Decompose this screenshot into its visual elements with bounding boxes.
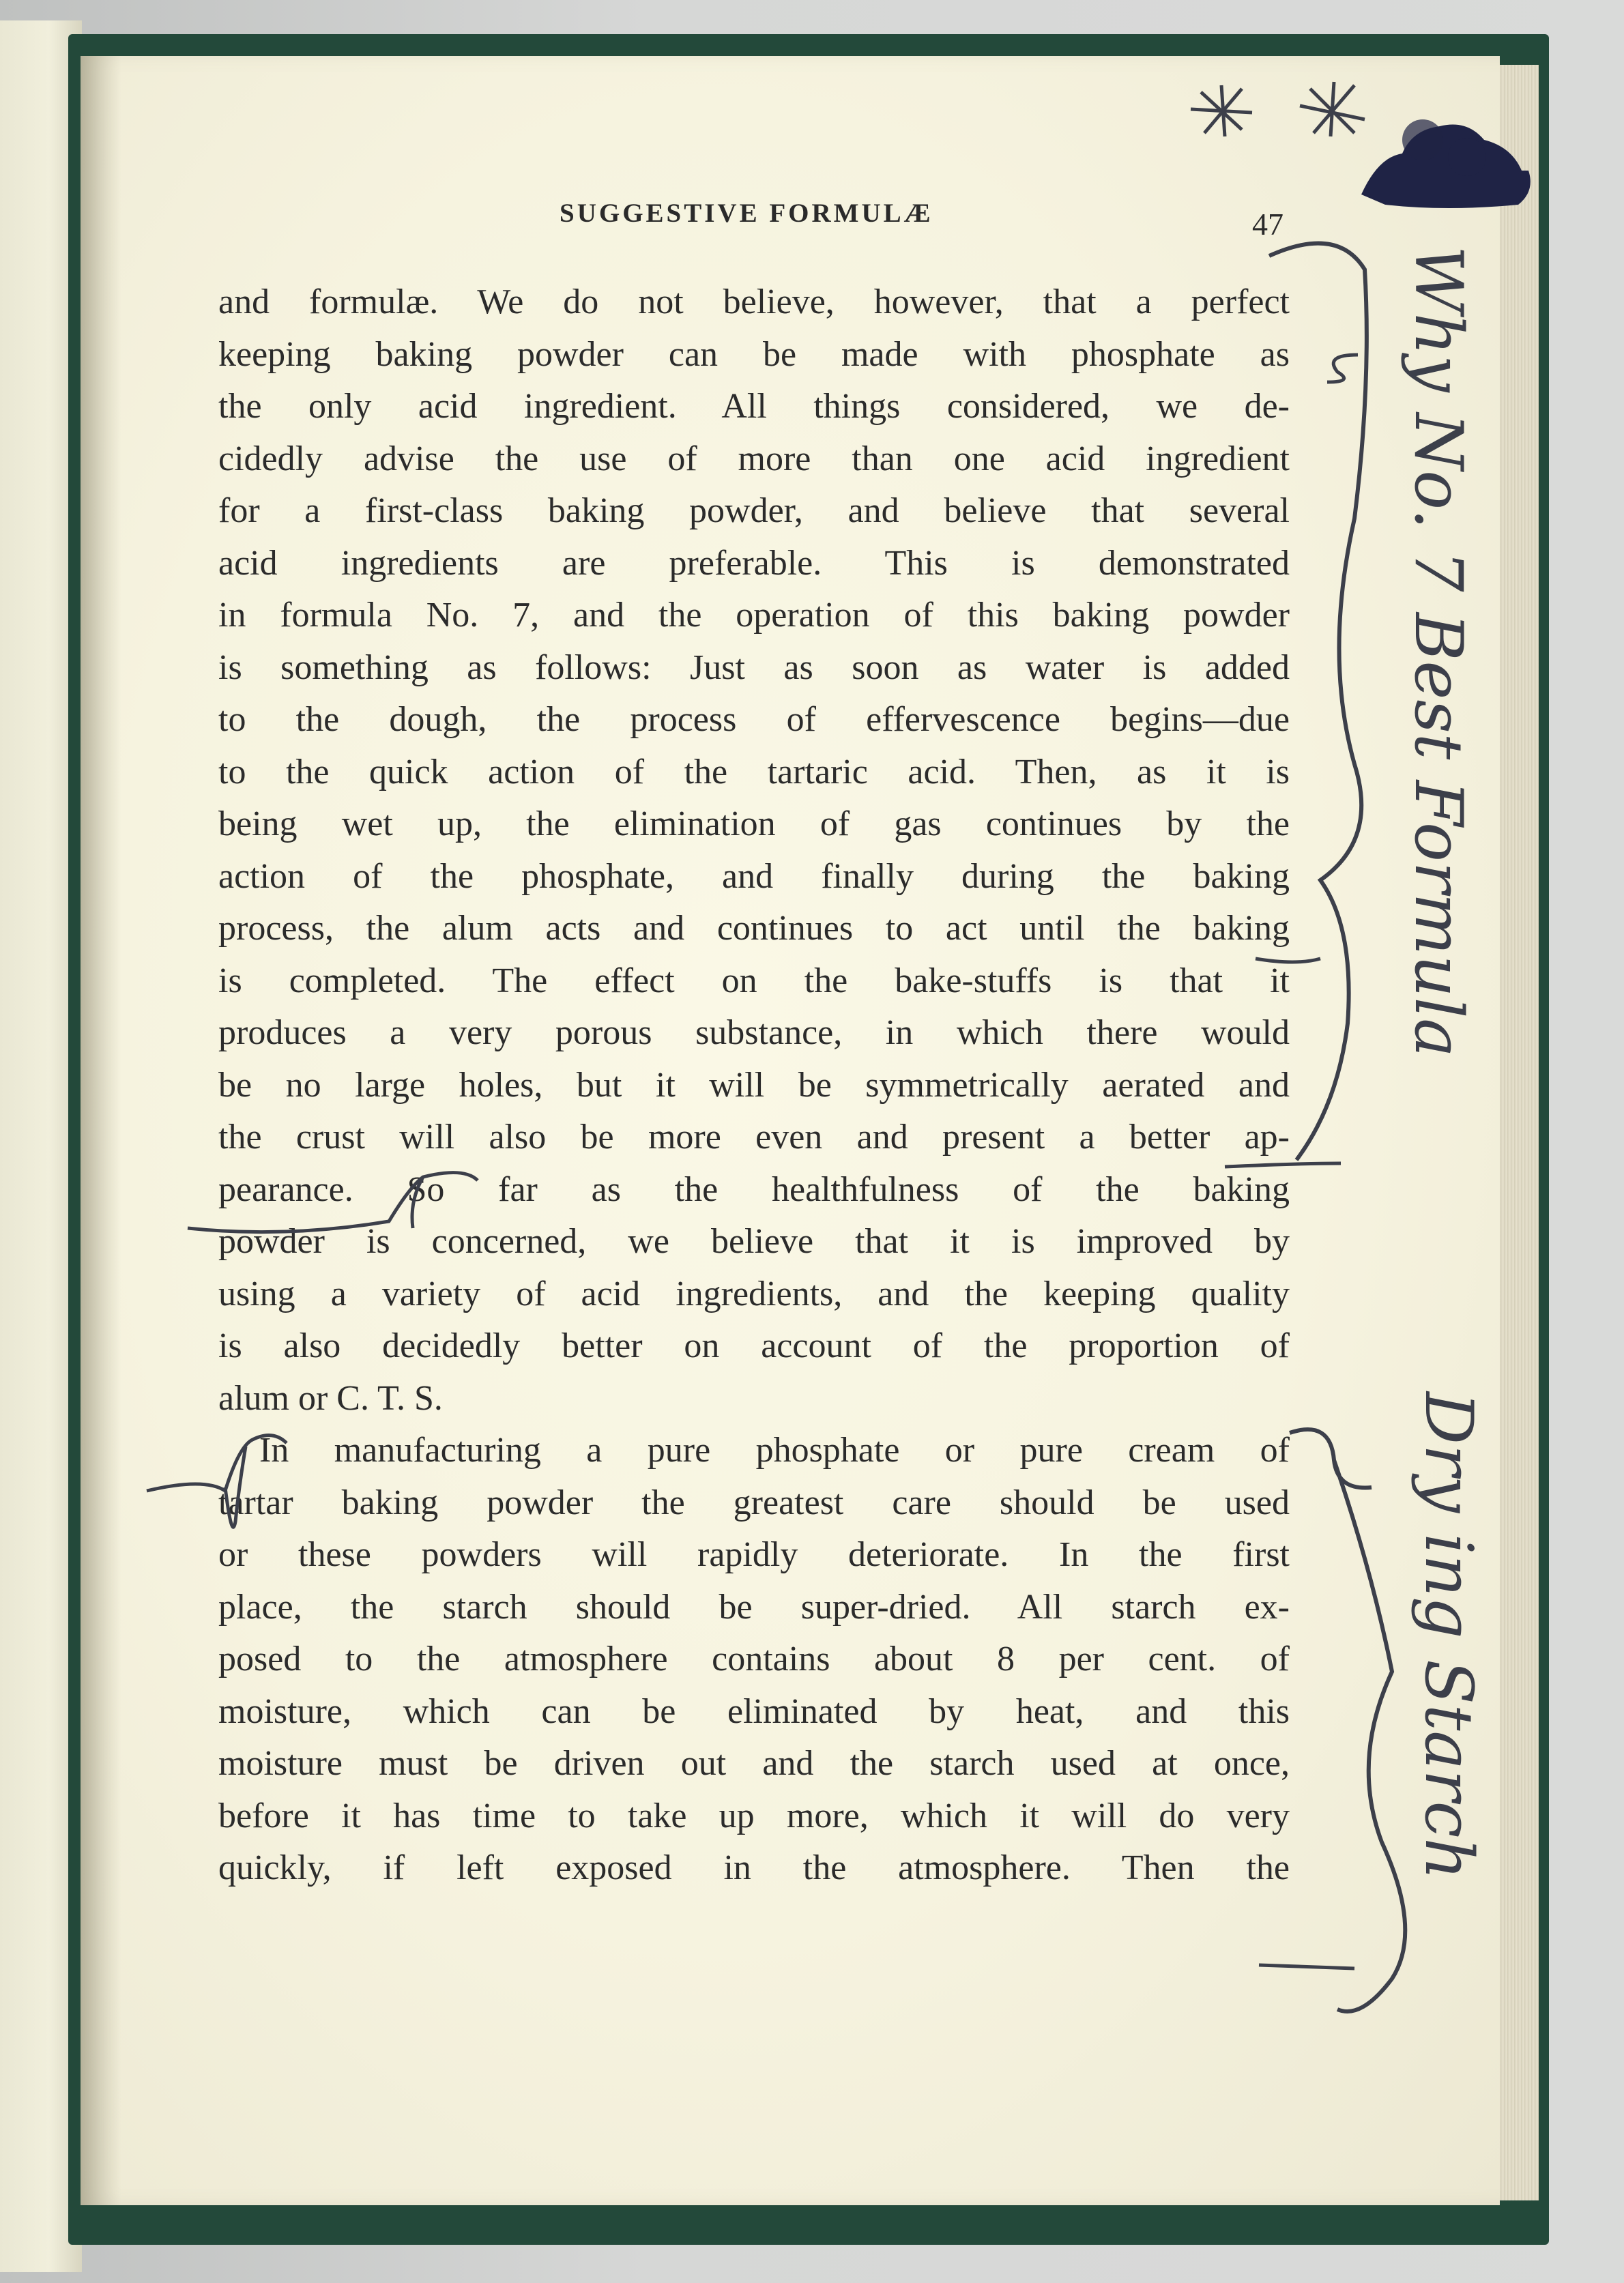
text-line: place, the starch should be super-dried. All starch ex- bbox=[218, 1587, 1290, 1627]
text-line: produces a very porous substance, in which there would bbox=[218, 1013, 1290, 1052]
page-number: 47 bbox=[1252, 207, 1284, 242]
text-line: alum or C. T. S. bbox=[218, 1378, 443, 1418]
text-line: is completed. The effect on the bake-stuffs is that it bbox=[218, 961, 1290, 1000]
gutter-shadow bbox=[81, 56, 121, 2205]
text-line: in formula No. 7, and the operation of this baking powder bbox=[218, 596, 1290, 635]
text-line: tartar baking powder the greatest care should be used bbox=[218, 1483, 1290, 1522]
text-line: or these powders will rapidly deteriorate. In the first bbox=[218, 1535, 1290, 1574]
margin-note-2-text: Dry ing Starch bbox=[1410, 1392, 1487, 1880]
text-line: cidedly advise the use of more than one acid ingredient bbox=[218, 439, 1290, 478]
text-line: keeping baking powder can be made with phosphate as bbox=[218, 334, 1290, 374]
text-line: for a first-class baking powder, and believe that several bbox=[218, 491, 1290, 530]
text-line: acid ingredients are preferable. This is demonstrated bbox=[218, 543, 1290, 583]
text-line: and formulæ. We do not believe, however, that a perfect bbox=[218, 282, 1290, 321]
paragraph-2 bbox=[218, 1425, 1290, 1895]
text-line: action of the phosphate, and finally during the baking bbox=[218, 856, 1290, 896]
text-line: be no large holes, but it will be symmetrically aerated and bbox=[218, 1065, 1290, 1105]
text-line: quickly, if left exposed in the atmosphere. Then the bbox=[218, 1848, 1290, 1887]
margin-note-1-text: Why No. 7 Best Formula bbox=[1400, 246, 1477, 1058]
text-line: using a variety of acid ingredients, and the keeping quality bbox=[218, 1274, 1290, 1313]
running-head: SUGGESTIVE FORMULÆ bbox=[560, 199, 933, 228]
text-line: the crust will also be more even and present a better ap- bbox=[218, 1118, 1290, 1157]
text-line: is something as follows: Just as soon as water is added bbox=[218, 648, 1290, 687]
text-line: to the dough, the process of effervescence begins—due bbox=[218, 700, 1290, 739]
body-text bbox=[218, 276, 1290, 1895]
text-line: In manufacturing a pure phosphate or pure cream of bbox=[259, 1431, 1290, 1470]
text-line: powder is concerned, we believe that it is improved by bbox=[218, 1222, 1290, 1261]
text-line: before it has time to take up more, which it will do very bbox=[218, 1796, 1290, 1835]
text-line: moisture must be driven out and the starch used at once, bbox=[218, 1744, 1290, 1783]
text-line: the only acid ingredient. All things considered, we de- bbox=[218, 387, 1290, 426]
text-line: to the quick action of the tartaric acid. Then, as it is bbox=[218, 752, 1290, 791]
text-line: moisture, which can be eliminated by heat, and this bbox=[218, 1691, 1290, 1731]
text-line: posed to the atmosphere contains about 8 per cent. of bbox=[218, 1640, 1290, 1678]
text-line: pearance. So far as the healthfulness of the baking bbox=[218, 1169, 1290, 1209]
paragraph-1 bbox=[218, 276, 1290, 1425]
text-line: being wet up, the elimination of gas continues by the bbox=[218, 804, 1290, 843]
text-line: is also decidedly better on account of the proportion of bbox=[218, 1326, 1290, 1365]
text-line: process, the alum acts and continues to act until the baking bbox=[218, 909, 1290, 948]
